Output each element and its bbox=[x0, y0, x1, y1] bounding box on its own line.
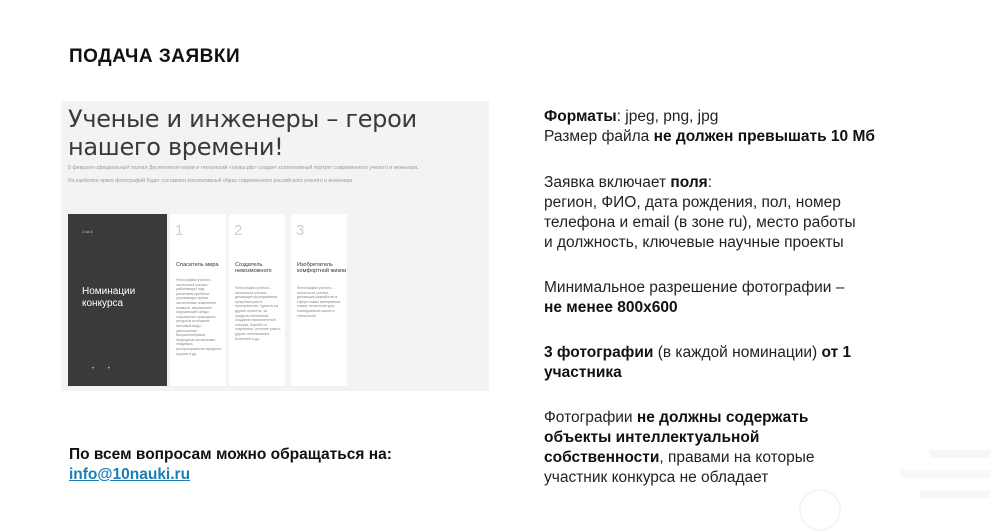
formats-label: Форматы bbox=[544, 108, 617, 125]
nomination-text: Фотографии ученого-экологиста ученых, делающих исследования супербыстрые в пространстве, туристы на другие планеты, за пределы вселенной, создание перманентной энергии, борьба со старением, лечение рака и других неизлечимых болезней и др. bbox=[235, 286, 281, 341]
screenshot-heading-line1: Ученые и инженеры – герои bbox=[68, 105, 417, 133]
nomination-title: Изобретатель комфортной жизни bbox=[297, 262, 347, 275]
resolution-block bbox=[544, 278, 844, 318]
nomination-number: 1 bbox=[175, 222, 184, 239]
photos-per-nomination: (в каждой номинации) bbox=[653, 344, 822, 361]
decorative-watermark bbox=[780, 440, 1000, 531]
rights-block bbox=[544, 408, 815, 488]
nav-dots: • • bbox=[92, 366, 116, 372]
fields-label: поля bbox=[670, 174, 708, 191]
rights-bold3: собственности bbox=[544, 449, 660, 466]
fields-pre: Заявка включает bbox=[544, 174, 671, 191]
rights-rest: , правами на которые bbox=[659, 449, 815, 466]
fields-line2: регион, ФИО, дата рождения, пол, номер bbox=[544, 194, 841, 211]
nominations-label: Номинации конкурса bbox=[82, 286, 136, 309]
nomination-number: 2 bbox=[234, 222, 243, 239]
slide-title: ПОДАЧА ЗАЯВКИ bbox=[69, 46, 241, 67]
nominations-card bbox=[68, 214, 167, 386]
nomination-title: Спаситель мира bbox=[176, 262, 219, 268]
formats-value: : jpeg, png, jpg bbox=[616, 108, 719, 125]
screenshot-heading-line2: нашего времени! bbox=[68, 133, 284, 161]
contact-email-link[interactable]: info@10nauki.ru bbox=[69, 466, 191, 483]
screenshot-heading bbox=[68, 105, 417, 161]
photos-count-block bbox=[544, 343, 851, 383]
photos-count: 3 фотографии bbox=[544, 344, 654, 361]
website-screenshot bbox=[61, 101, 489, 391]
photos-from: от 1 bbox=[821, 344, 852, 361]
nomination-card-1 bbox=[170, 214, 226, 386]
nomination-text: Фотографии ученого-экологиста ученых-работающих над решением проблем, угрожающих жизни экологиства: изменение климата, загрязнение окружающей среды, сокращение природных ресурсов исчезание питьевой воды, уменьшение биоразнообразия, природные катаклизмы, эпидемии, распространение вредного оружия и др. bbox=[176, 278, 222, 356]
screenshot-description-line2: Из наиболее ярких фотографий будет составлен коллективный образ современного российского ученого и инженера bbox=[68, 178, 353, 184]
nomination-number: 3 bbox=[296, 222, 305, 239]
photos-participant: участника bbox=[544, 364, 622, 381]
rights-line4: участник конкурса не обладает bbox=[544, 469, 769, 486]
fields-colon: : bbox=[707, 174, 713, 191]
nomination-title: Создатель невозможного bbox=[235, 262, 272, 275]
filesize-pre: Размер файла bbox=[544, 128, 654, 145]
nomination-card-2 bbox=[229, 214, 285, 386]
resolution-line1: Минимальное разрешение фотографии – bbox=[544, 279, 845, 296]
fields-line3: телефона и email (в зоне ru), место работы bbox=[544, 214, 856, 231]
nomination-text: Фотографии ученого-экологиста ученых, делающих разработки в сфере новых материалов, новые технологии для повседневной жизни и технологий bbox=[297, 286, 342, 318]
contact-block bbox=[69, 445, 392, 485]
screenshot-description-line1: 8 февраля официальный портал Десятилетия науки и технологий «наука.рф» создает коллективный портрет современного ученого и инженера. bbox=[68, 165, 419, 171]
resolution-value: не менее 800x600 bbox=[544, 299, 678, 316]
filesize-limit: не должен превышать 10 Мб bbox=[653, 128, 875, 145]
formats-block bbox=[544, 107, 875, 147]
fields-line4: и должность, ключевые научные проекты bbox=[544, 234, 844, 251]
rights-bold1: не должны содержать bbox=[636, 409, 809, 426]
nomination-card-3 bbox=[291, 214, 347, 386]
rights-bold2: объекты интеллектуальной bbox=[544, 429, 760, 446]
rights-pre: Фотографии bbox=[544, 409, 637, 426]
nominations-counter: 1 из 3 bbox=[82, 229, 93, 234]
contact-label: По всем вопросам можно обращаться на: bbox=[69, 446, 392, 463]
fields-block bbox=[544, 173, 856, 253]
